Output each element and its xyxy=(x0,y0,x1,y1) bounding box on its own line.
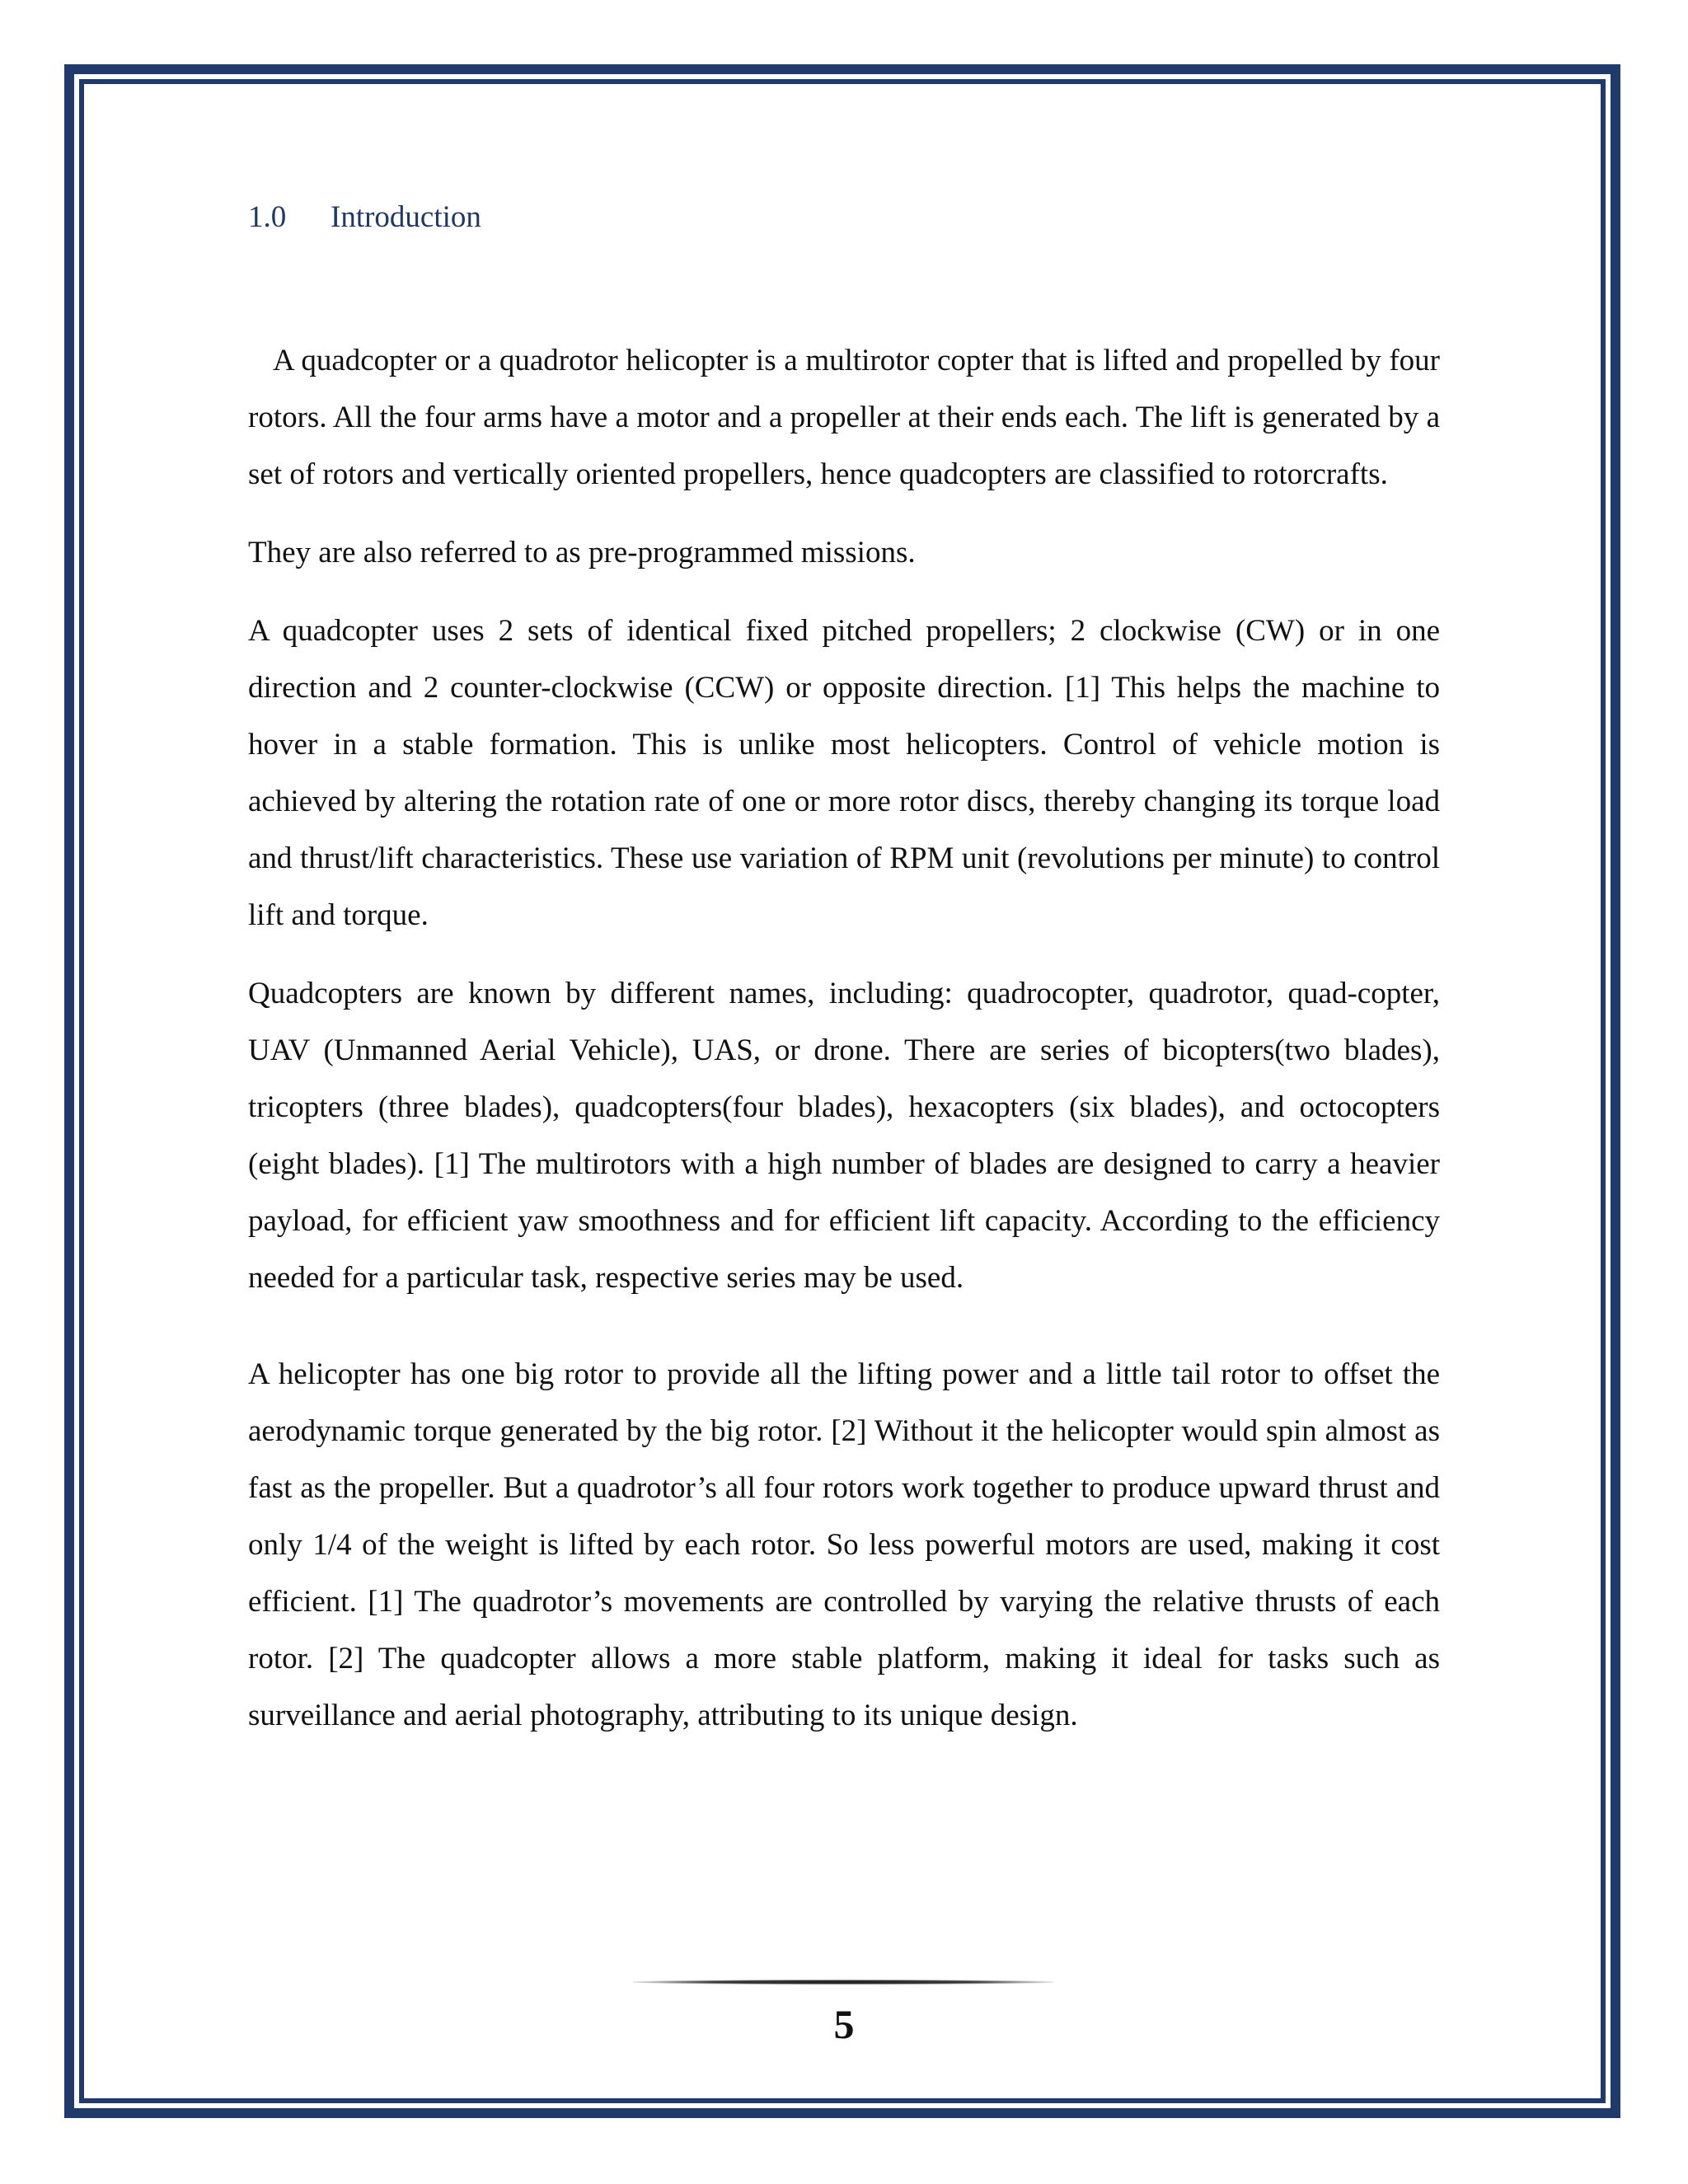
paragraph-3: A quadcopter uses 2 sets of identical fixed pitched propellers; 2 clockwise (CW) or in one direction and 2 counter-clockwise (CCW) or opposite direction. [1] This helps the machine to hover in a stable formation. This is unlike most helicopters. Control of vehicle motion is achieved by altering the rotation rate of one or more rotor discs, thereby changing its torque load and thrust/lift characteristics. These use variation of RPM unit (revolutions per minute) to control lift and torque. xyxy=(248,614,1440,932)
section-number: 1.0 xyxy=(248,200,287,234)
page-number: 5 xyxy=(833,2001,855,2047)
paragraph-5: A helicopter has one big rotor to provide all the lifting power and a little tail rotor to offset the aerodynamic torque generated by the big rotor. [2] Without it the helicopter would spin almost as fast as the propeller. But a quadrotor’s all four rotors work together to produce upward thrust and only 1/4 of the weight is lifted by each rotor. So less powerful motors are used, making it cost efficient. [1] The quadrotor’s movements are controlled by varying the relative thrusts of each rotor. [2] The quadcopter allows a more stable platform, making it ideal for tasks such as surveillance and aerial photography, attributing to its unique design. xyxy=(248,1357,1440,1732)
footer-divider xyxy=(633,1980,1053,1985)
paragraph-1: A quadcopter or a quadrotor helicopter is a multirotor copter that is lifted and propelled by four rotors. All the four arms have a motor and a propeller at their ends each. The lift is generated by a set of rotors and vertically oriented propellers, hence quadcopters are classified to rotorcrafts. xyxy=(248,344,1440,491)
paragraph-2: They are also referred to as pre-programmed missions. xyxy=(248,536,916,569)
paragraph-4: Quadcopters are known by different names, including: quadrocopter, quadrotor, quad-copter, UAV (Unmanned Aerial Vehicle), UAS, or drone. There are series of bicopters(two blades), tricopters (three blades), quadcopters(four blades), hexacopters (six blades), and octocopters (eight blades). [1] The multirotors with a high number of blades are designed to carry a heavier payload, for efficient yaw smoothness and for efficient lift capacity. According to the efficiency needed for a particular task, respective series may be used. xyxy=(248,977,1440,1295)
section-title: Introduction xyxy=(331,200,481,234)
section-heading xyxy=(248,198,1440,237)
page-content xyxy=(248,198,1440,1765)
